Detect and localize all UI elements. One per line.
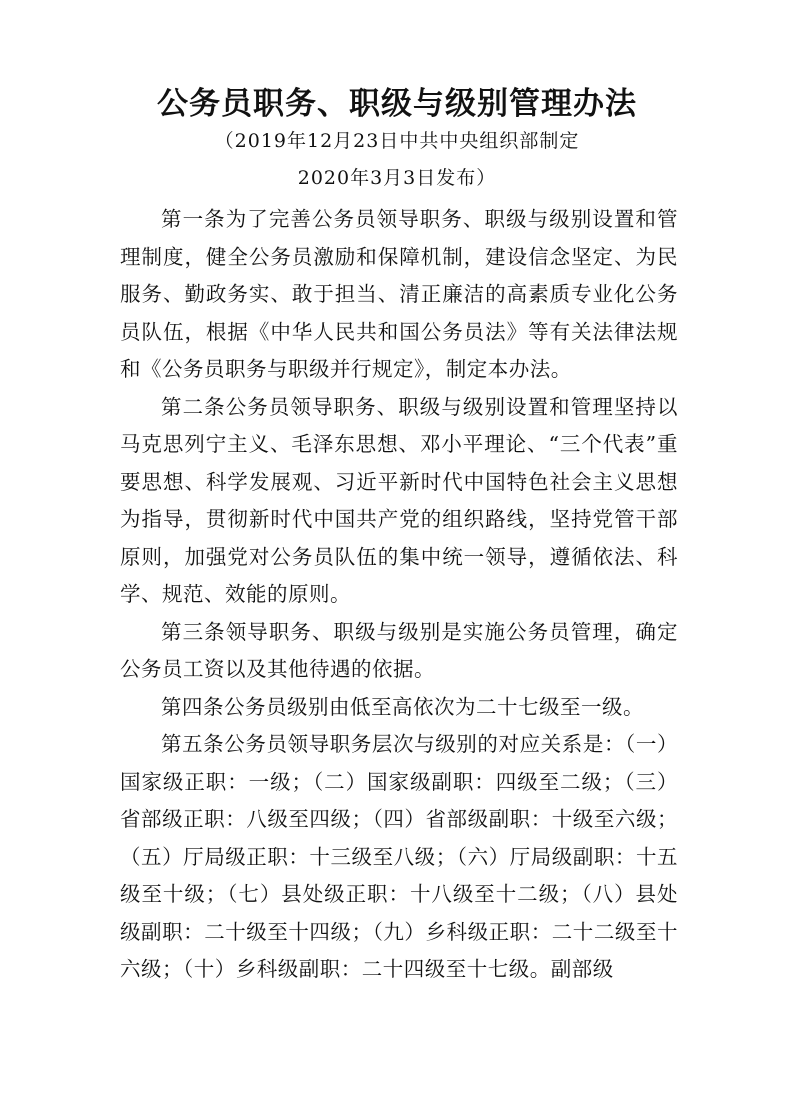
document-subtitle-line2: 2020年3月3日发布） [297,167,497,189]
article-1-paragraph: 第一条为了完善公务员领导职务、职级与级别设置和管理制度，健全公务员激励和保障机制，建设信念坚定、为民服务、勤政务实、敢于担当、清正廉洁的高素质专业化公务员队伍，根据《中华人民共和国公务员法》等有关法律法规和《公务员职务与职级并行规定》，制定本办法。 [120,207,678,381]
article-3-paragraph: 第三条领导职务、职级与级别是实施公务员管理，确定公务员工资以及其他待遇的依据。 [120,619,678,681]
article-4-paragraph: 第四条公务员级别由低至高依次为二十七级至一级。 [161,694,644,719]
document-subtitle-line1: （2019年12月23日中共中央组织部制定 [214,130,580,152]
article-5-paragraph: 第五条公务员领导职务层次与级别的对应关系是：（一）国家级正职：一级；（二）国家级副职：四级至二级；（三）省部级正职：八级至四级；（四）省部级副职：十级至六级；（五）厅局级正职：十三级至八级；（六）厅局级副职：十五级至十级；（七）县处级正职：十八级至十二级；（八）县处级副职：二十级至十四级；（九）乡科级正职：二十二级至十六级；（十）乡科级副职：二十四级至十七级。副部级 [120,732,678,981]
document-title: 公务员职务、职级与级别管理办法 [157,86,637,122]
article-2-paragraph: 第二条公务员领导职务、职级与级别设置和管理坚持以马克思列宁主义、毛泽东思想、邓小平理论、“三个代表”重要思想、科学发展观、习近平新时代中国特色社会主义思想为指导，贯彻新时代中国共产党的组织路线，坚持党管干部原则，加强党对公务员队伍的集中统一领导，遵循依法、科学、规范、效能的原则。 [120,394,678,606]
document-body [120,201,678,989]
